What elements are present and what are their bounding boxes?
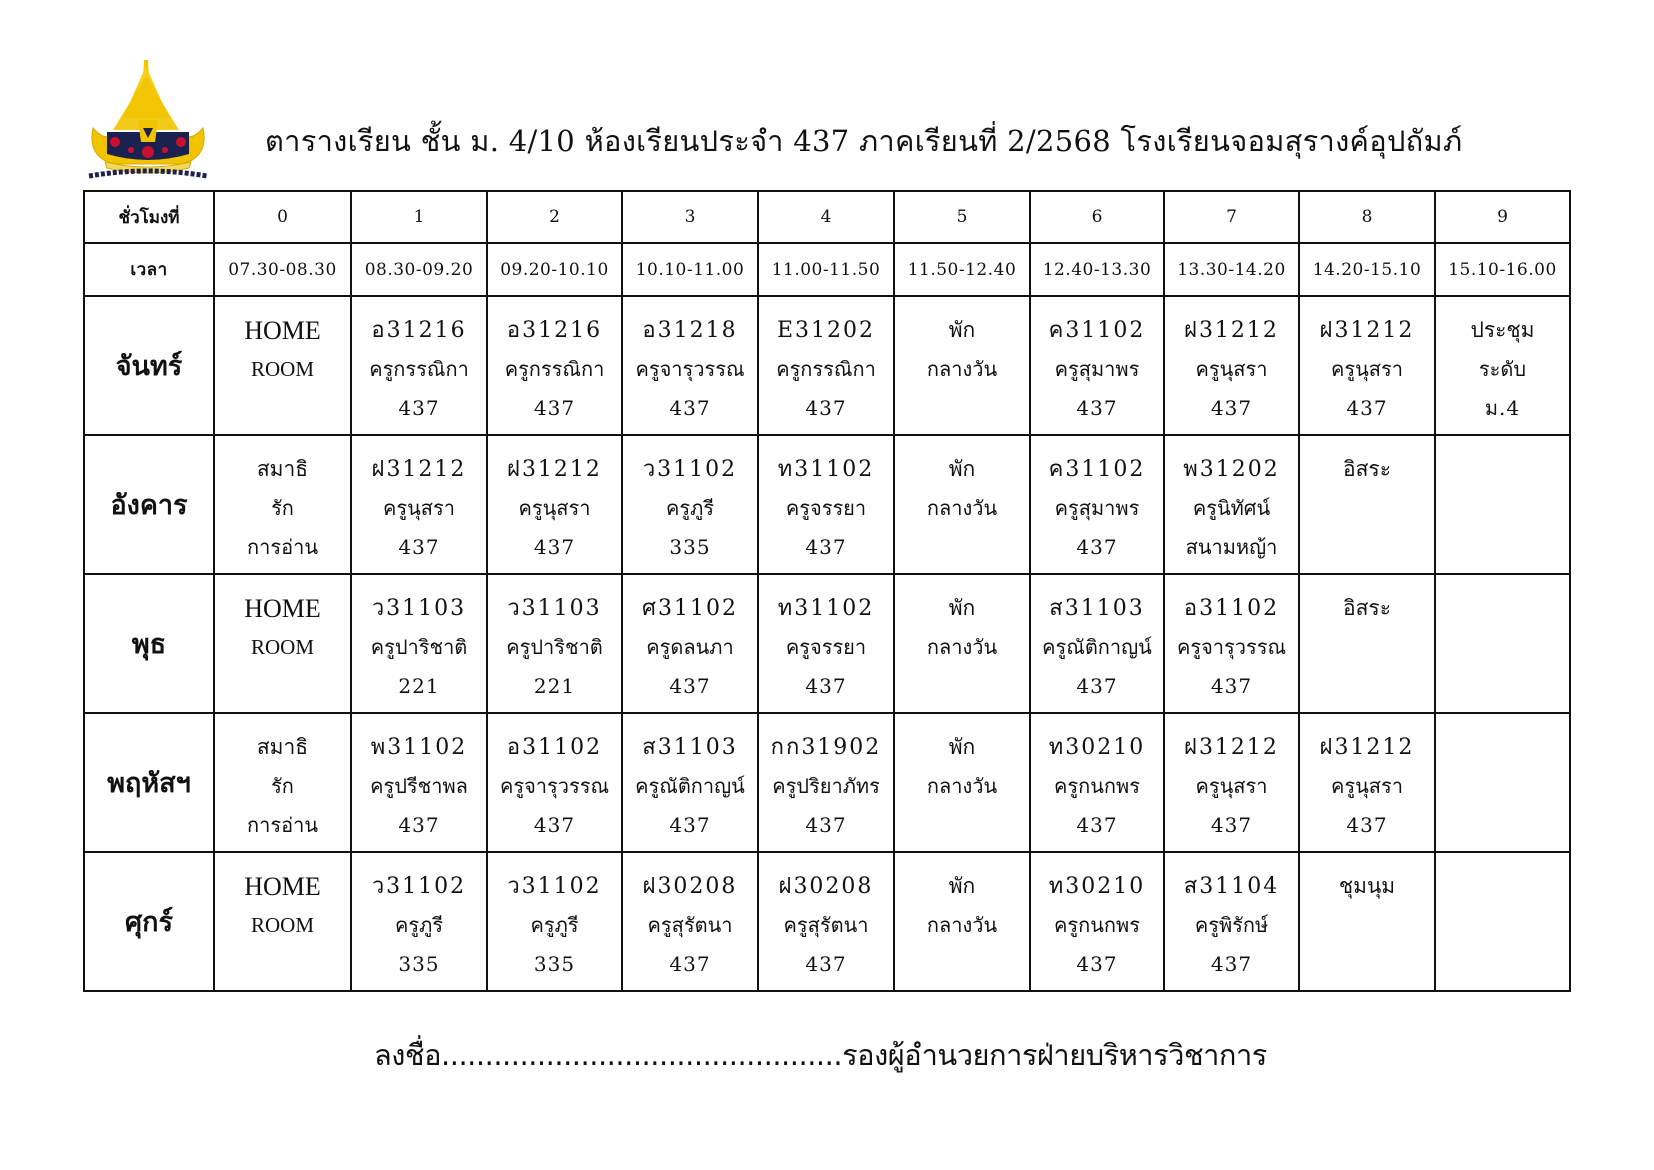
school-emblem-logo <box>83 58 213 188</box>
room-number: 437 <box>398 396 440 420</box>
schedule-cell <box>894 713 1030 852</box>
schedule-cell <box>351 713 487 852</box>
room-number: 437 <box>805 674 847 698</box>
room-number: 437 <box>1076 813 1118 837</box>
subject-code: ท30210 <box>1048 874 1146 899</box>
room-number <box>1300 528 1434 567</box>
time-row <box>84 243 1570 296</box>
teacher-name: ครูดลนภา <box>646 635 734 659</box>
teacher-name: ครูสุรัตนา <box>647 913 733 937</box>
time-slot: 11.50-12.40 <box>894 243 1030 296</box>
schedule-cell <box>1164 574 1299 713</box>
room-number <box>215 945 350 984</box>
schedule-cell <box>1299 713 1435 852</box>
room-number <box>895 667 1029 706</box>
subject-code: ฝ31212 <box>1184 735 1279 760</box>
room-number <box>1436 528 1569 567</box>
room-number: การอ่าน <box>247 813 318 837</box>
teacher-name: ครูนิทัศน์ <box>1192 496 1271 520</box>
subject-code: ส31104 <box>1183 874 1280 899</box>
subject-code: พ31202 <box>1183 457 1280 482</box>
teacher-name: ครูณัติกาญน์ <box>1042 635 1152 659</box>
room-number: 437 <box>398 535 440 559</box>
subject-code: ว31102 <box>507 874 602 899</box>
subject-code: พัก <box>948 735 976 759</box>
teacher-name: ครูนุสรา <box>1195 774 1268 798</box>
time-slot: 09.20-10.10 <box>487 243 622 296</box>
teacher-name: ครูกรรณิกา <box>369 357 469 381</box>
day-row <box>84 713 1570 852</box>
schedule-cell <box>1299 296 1435 435</box>
teacher-name: ROOM <box>250 635 314 659</box>
schedule-cell <box>487 713 622 852</box>
subject-code: อ31216 <box>506 318 603 343</box>
subject-code: อ31216 <box>371 318 467 343</box>
time-slot: 14.20-15.10 <box>1299 243 1435 296</box>
subject-code: ค31102 <box>1048 318 1146 343</box>
room-number: 437 <box>1076 396 1118 420</box>
period-number: 0 <box>214 191 351 243</box>
room-number: 335 <box>669 535 711 559</box>
subject-code: ว31103 <box>507 596 602 621</box>
teacher-name: ครูจารุวรรณ <box>1176 635 1287 659</box>
subject-code: ฝ31212 <box>1319 735 1415 760</box>
subject-code: อิสระ <box>1343 457 1391 481</box>
teacher-name <box>1300 489 1434 528</box>
teacher-name: ครูสุมาพร <box>1054 496 1140 520</box>
day-name: อังคาร <box>84 435 214 574</box>
schedule-cell <box>1030 713 1164 852</box>
schedule-cell <box>487 296 622 435</box>
schedule-cell <box>214 296 351 435</box>
room-number: 221 <box>398 674 440 698</box>
period-label: ชั่วโมงที่ <box>84 191 214 243</box>
subject-code: ท31102 <box>777 457 875 482</box>
room-number <box>895 528 1029 567</box>
room-number <box>895 806 1029 845</box>
subject-code: ส31103 <box>1049 596 1145 621</box>
day-name: ศุกร์ <box>84 852 214 991</box>
schedule-cell <box>487 435 622 574</box>
room-number: 437 <box>398 813 440 837</box>
schedule-cell <box>894 435 1030 574</box>
subject-code: กก31902 <box>770 735 882 760</box>
period-number: 6 <box>1030 191 1164 243</box>
schedule-cell <box>622 435 758 574</box>
teacher-name: ครูปรีชาพล <box>370 774 468 798</box>
teacher-name: ครูนุสรา <box>1331 774 1403 798</box>
room-number: 437 <box>805 535 847 559</box>
teacher-name: รัก <box>271 774 294 798</box>
teacher-name: กลางวัน <box>926 774 998 798</box>
period-number: 8 <box>1299 191 1435 243</box>
teacher-name: ครูสุมาพร <box>1054 357 1140 381</box>
schedule-cell <box>622 296 758 435</box>
period-number: 3 <box>622 191 758 243</box>
time-slot: 13.30-14.20 <box>1164 243 1299 296</box>
subject-code: อิสระ <box>1343 596 1391 620</box>
subject-code: พัก <box>948 318 976 342</box>
schedule-cell <box>622 713 758 852</box>
period-number: 4 <box>758 191 894 243</box>
teacher-name: ครูปาริชาติ <box>370 635 468 659</box>
period-number: 2 <box>487 191 622 243</box>
teacher-name: รัก <box>271 496 294 520</box>
subject-code <box>1436 728 1569 767</box>
time-slot: 11.00-11.50 <box>758 243 894 296</box>
day-row <box>84 574 1570 713</box>
schedule-cell <box>1299 435 1435 574</box>
day-row <box>84 296 1570 435</box>
time-slot: 15.10-16.00 <box>1435 243 1570 296</box>
teacher-name: ครูกรรณิกา <box>504 357 605 381</box>
teacher-name: ครูจรรยา <box>785 496 867 520</box>
period-number: 5 <box>894 191 1030 243</box>
room-number: 437 <box>1346 813 1388 837</box>
room-number: 437 <box>533 813 576 837</box>
room-number <box>1300 667 1434 706</box>
schedule-cell <box>487 852 622 991</box>
schedule-cell <box>1030 296 1164 435</box>
schedule-cell <box>1164 296 1299 435</box>
teacher-name <box>1436 906 1569 945</box>
schedule-cell <box>1435 852 1570 991</box>
schedule-cell <box>351 296 487 435</box>
schedule-cell <box>214 713 351 852</box>
schedule-cell <box>1030 574 1164 713</box>
teacher-name: กลางวัน <box>926 913 998 937</box>
room-number: สนามหญ้า <box>1185 535 1278 559</box>
period-number: 1 <box>351 191 487 243</box>
room-number: การอ่าน <box>247 535 318 559</box>
teacher-name: ครูนุสรา <box>1195 357 1268 381</box>
subject-code: ว31102 <box>642 457 738 482</box>
subject-code: ศ31102 <box>642 596 738 621</box>
teacher-name: ครูนุสรา <box>518 496 591 520</box>
day-row <box>84 852 1570 991</box>
room-number: 437 <box>805 396 847 420</box>
room-number <box>895 389 1029 428</box>
room-number: 437 <box>533 396 576 420</box>
schedule-cell <box>894 852 1030 991</box>
room-number: 335 <box>398 952 440 976</box>
day-row <box>84 435 1570 574</box>
time-slot: 08.30-09.20 <box>351 243 487 296</box>
subject-code: ฝ31212 <box>507 457 602 482</box>
teacher-name: ครูจารุวรรณ <box>635 357 745 381</box>
schedule-cell <box>214 852 351 991</box>
teacher-name: ครูนุสรา <box>383 496 455 520</box>
day-name: พุธ <box>84 574 214 713</box>
room-number: 335 <box>533 952 576 976</box>
room-number <box>215 667 350 706</box>
subject-code: ส31103 <box>642 735 738 760</box>
schedule-cell <box>1299 852 1435 991</box>
teacher-name: ครูสุรัตนา <box>783 913 869 937</box>
room-number: 437 <box>669 813 711 837</box>
room-number: 437 <box>1210 952 1253 976</box>
page-title: ตารางเรียน ชั้น ม. 4/10 ห้องเรียนประจำ 437 ภาคเรียนที่ 2/2568 โรงเรียนจอมสุรางค์อุปถัมภ์ <box>265 124 1463 158</box>
subject-code <box>1436 867 1569 906</box>
subject-code: ประชุม <box>1470 318 1535 342</box>
teacher-name: ครูจรรยา <box>785 635 867 659</box>
room-number: 437 <box>1076 952 1118 976</box>
subject-code: ฝ30208 <box>778 874 874 899</box>
teacher-name: ROOM <box>250 357 314 381</box>
teacher-name: ครูณัติกาญน์ <box>635 774 745 798</box>
schedule-cell <box>351 852 487 991</box>
subject-code <box>1436 450 1569 489</box>
teacher-name: กลางวัน <box>926 496 998 520</box>
room-number: 221 <box>533 674 576 698</box>
period-number: 7 <box>1164 191 1299 243</box>
teacher-name: ครูกนกพร <box>1054 774 1140 798</box>
room-number: 437 <box>1076 535 1118 559</box>
subject-code: ฝ31212 <box>1184 318 1279 343</box>
teacher-name: ครูพิรักษ์ <box>1194 913 1269 937</box>
teacher-name: ระดับ <box>1478 357 1527 381</box>
schedule-cell <box>758 852 894 991</box>
teacher-name: ครูภูรี <box>665 496 715 520</box>
subject-code: พัก <box>948 457 976 481</box>
emblem-icon <box>83 58 213 188</box>
schedule-cell <box>758 435 894 574</box>
teacher-name <box>1300 906 1434 945</box>
room-number: 437 <box>1210 674 1253 698</box>
schedule-cell <box>351 574 487 713</box>
subject-code: พ31102 <box>370 735 468 760</box>
subject-code: HOME <box>244 316 321 345</box>
room-number: 437 <box>669 396 711 420</box>
schedule-cell <box>894 296 1030 435</box>
schedule-cell <box>1030 852 1164 991</box>
subject-code: อ31102 <box>1183 596 1280 621</box>
subject-code: ท31102 <box>777 596 875 621</box>
subject-code: ชุมนุม <box>1338 874 1396 898</box>
schedule-cell <box>1164 435 1299 574</box>
teacher-name <box>1300 628 1434 667</box>
period-header-row <box>84 191 1570 243</box>
subject-code: สมาธิ <box>256 735 309 759</box>
schedule-cell <box>1435 435 1570 574</box>
schedule-cell <box>1164 852 1299 991</box>
time-slot: 12.40-13.30 <box>1030 243 1164 296</box>
room-number <box>1436 667 1569 706</box>
room-number: ม.4 <box>1484 396 1521 420</box>
room-number: 437 <box>669 952 711 976</box>
day-name: พฤหัสฯ <box>84 713 214 852</box>
teacher-name: ROOM <box>250 913 314 937</box>
time-slot: 07.30-08.30 <box>214 243 351 296</box>
room-number: 437 <box>805 813 847 837</box>
schedule-cell <box>1435 574 1570 713</box>
schedule-cell <box>622 852 758 991</box>
teacher-name: ครูปริยาภัทร <box>772 774 880 798</box>
schedule-cell <box>758 574 894 713</box>
subject-code: อ31102 <box>506 735 603 760</box>
schedule-cell <box>214 435 351 574</box>
room-number <box>1436 806 1569 845</box>
subject-code: ฝ31212 <box>1319 318 1415 343</box>
room-number <box>895 945 1029 984</box>
teacher-name: ครูปาริชาติ <box>506 635 603 659</box>
room-number: 437 <box>1346 396 1388 420</box>
schedule-cell <box>487 574 622 713</box>
room-number: 437 <box>1210 813 1253 837</box>
teacher-name: ครูภูรี <box>394 913 444 937</box>
teacher-name: ครูจารุวรรณ <box>499 774 610 798</box>
schedule-cell <box>1299 574 1435 713</box>
teacher-name: ครูภูรี <box>530 913 579 937</box>
subject-code: พัก <box>948 596 976 620</box>
teacher-name <box>1436 767 1569 806</box>
teacher-name <box>1436 489 1569 528</box>
schedule-cell <box>1164 713 1299 852</box>
time-slot: 10.10-11.00 <box>622 243 758 296</box>
subject-code: HOME <box>244 872 321 901</box>
subject-code: ว31102 <box>371 874 467 899</box>
time-label: เวลา <box>84 243 214 296</box>
signature-line: ลงชื่อ..............................................รองผู้อำนวยการฝ่ายบริหารวิชาการ <box>374 1038 1267 1072</box>
room-number: 437 <box>1210 396 1253 420</box>
subject-code: ว31103 <box>371 596 467 621</box>
schedule-cell <box>622 574 758 713</box>
subject-code: E31202 <box>776 318 876 343</box>
room-number: 437 <box>805 952 847 976</box>
room-number: 437 <box>533 535 576 559</box>
teacher-name: ครูนุสรา <box>1331 357 1403 381</box>
subject-code: สมาธิ <box>256 457 309 481</box>
schedule-cell <box>1030 435 1164 574</box>
teacher-name: ครูกรรณิกา <box>776 357 876 381</box>
teacher-name <box>1436 628 1569 667</box>
timetable <box>83 190 1571 992</box>
period-number: 9 <box>1435 191 1570 243</box>
room-number: 437 <box>669 674 711 698</box>
schedule-cell <box>351 435 487 574</box>
schedule-cell <box>894 574 1030 713</box>
teacher-name: กลางวัน <box>926 357 998 381</box>
room-number <box>1436 945 1569 984</box>
subject-code: ท30210 <box>1048 735 1146 760</box>
subject-code: ค31102 <box>1048 457 1146 482</box>
schedule-cell <box>758 296 894 435</box>
subject-code: HOME <box>244 594 321 623</box>
schedule-cell <box>214 574 351 713</box>
room-number: 437 <box>1076 674 1118 698</box>
subject-code: ฝ30208 <box>642 874 738 899</box>
room-number <box>1300 945 1434 984</box>
subject-code: พัก <box>948 874 976 898</box>
day-name: จันทร์ <box>84 296 214 435</box>
schedule-cell <box>758 713 894 852</box>
teacher-name: กลางวัน <box>926 635 998 659</box>
teacher-name: ครูกนกพร <box>1054 913 1140 937</box>
schedule-cell <box>1435 296 1570 435</box>
subject-code: ฝ31212 <box>371 457 467 482</box>
subject-code: อ31218 <box>642 318 738 343</box>
subject-code <box>1436 589 1569 628</box>
schedule-cell <box>1435 713 1570 852</box>
room-number <box>215 389 350 428</box>
